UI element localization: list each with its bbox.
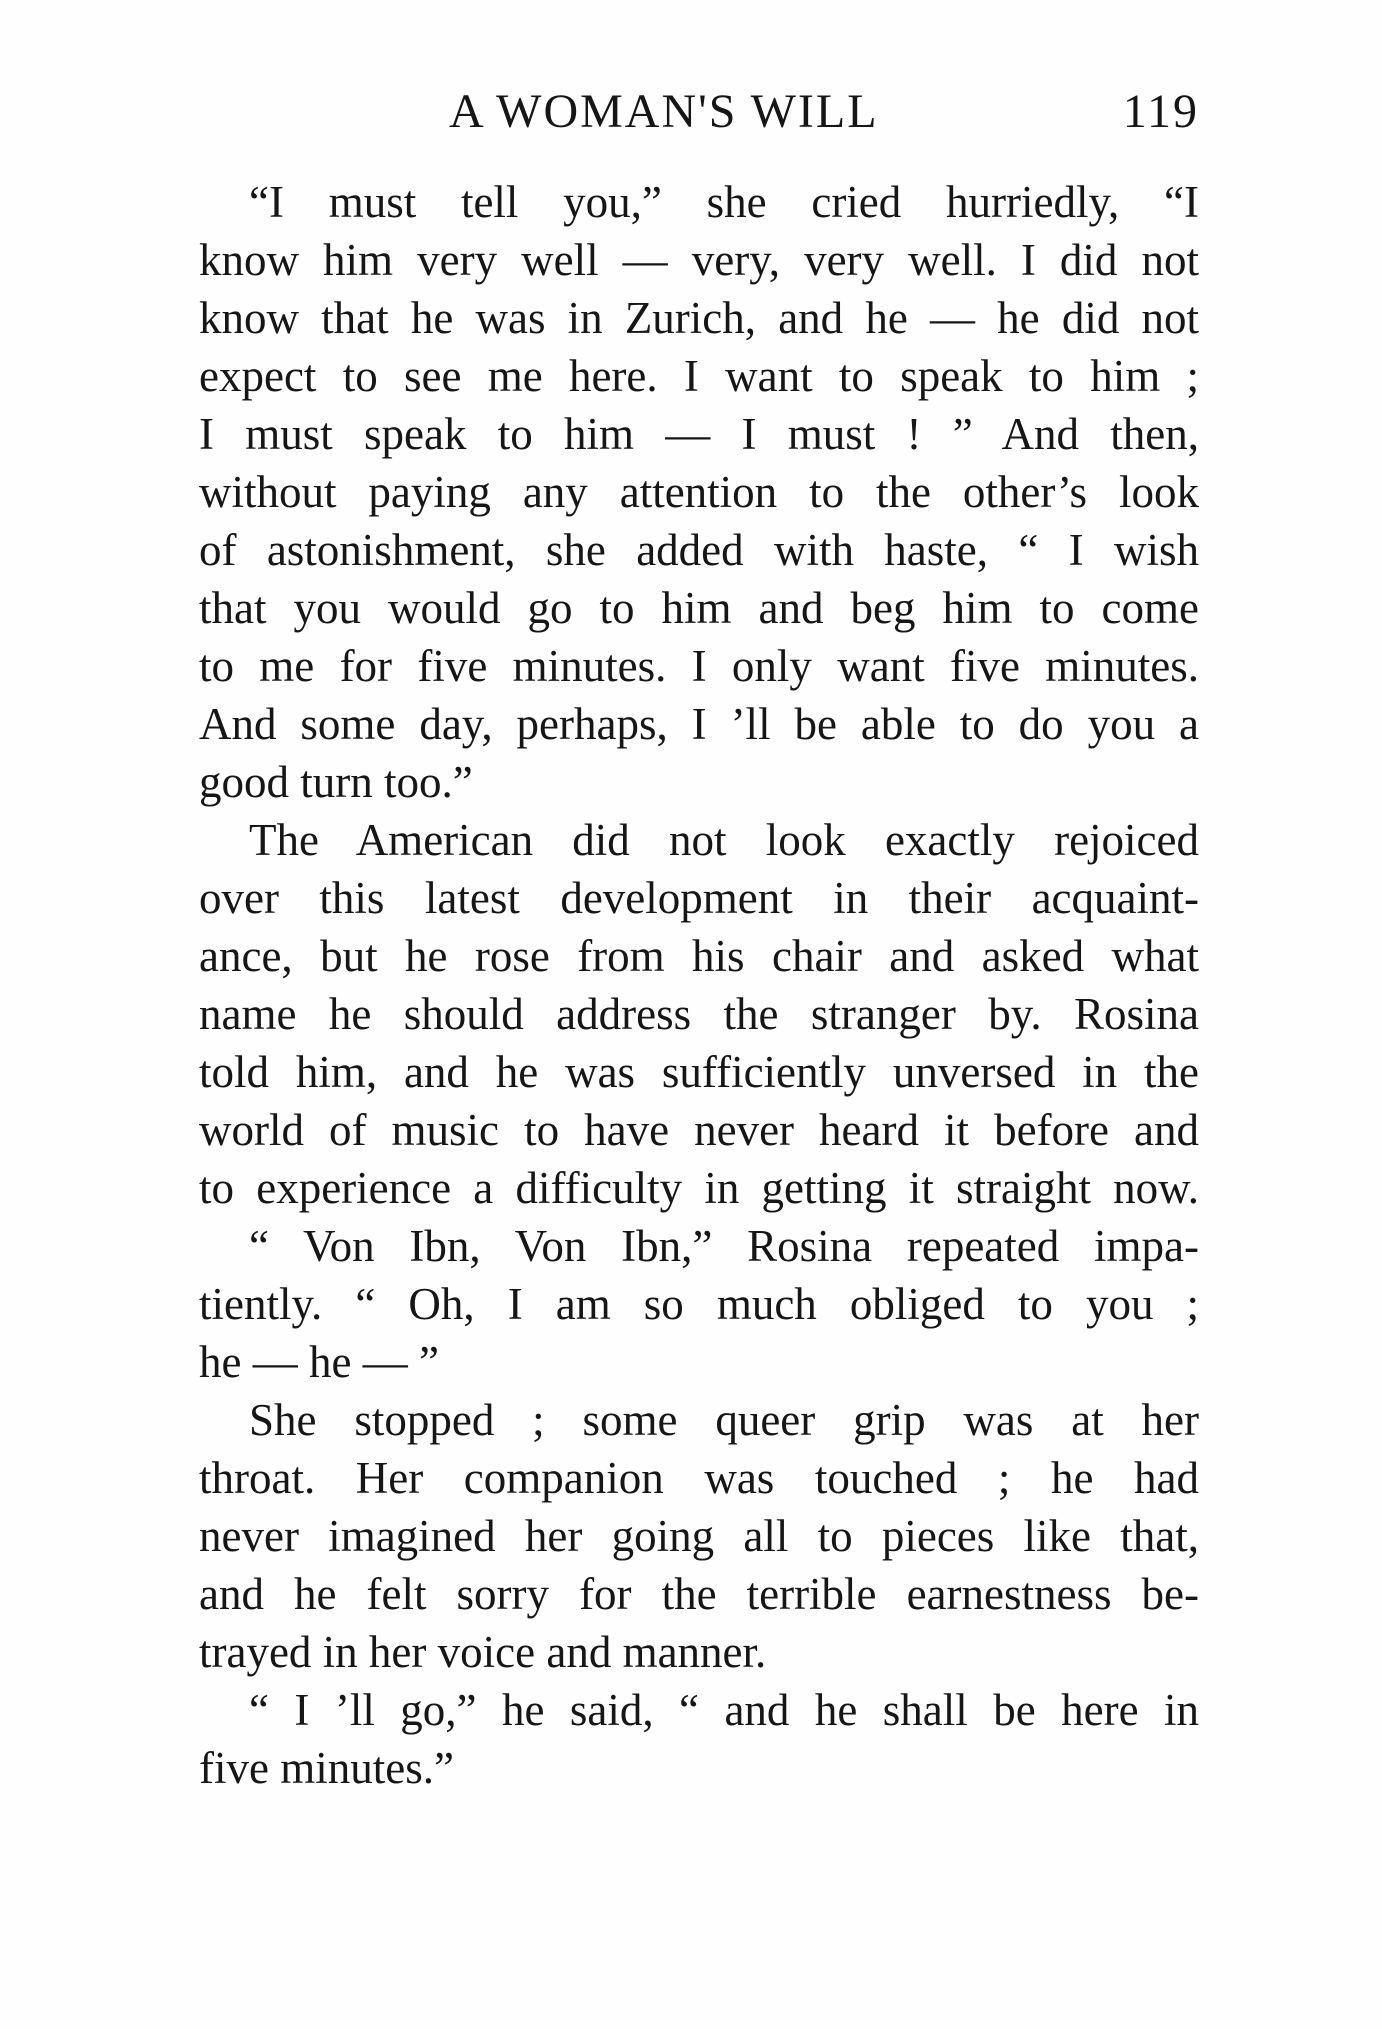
text-line: tiently. “ Oh, I am so much obliged to you ; <box>199 1279 1199 1329</box>
paragraph-4 <box>199 1391 1199 1681</box>
text-line: to me for five minutes. I only want five minutes. <box>199 641 1199 691</box>
text-line: and he felt sorry for the terrible earnestness be- <box>199 1569 1199 1619</box>
text-line: without paying any attention to the other’s look <box>199 467 1199 517</box>
text-line: told him, and he was sufficiently unversed in the <box>199 1047 1199 1097</box>
paragraph-2 <box>199 811 1199 1217</box>
text-line: know that he was in Zurich, and he — he did not <box>199 293 1199 343</box>
text-line: to experience a difficulty in getting it straight now. <box>199 1163 1199 1213</box>
text-line: And some day, perhaps, I ’ll be able to do you a <box>199 699 1199 749</box>
text-line: “ I ’ll go,” he said, “ and he shall be here in <box>249 1685 1199 1735</box>
text-line: he — he — ” <box>199 1337 439 1387</box>
text-line: expect to see me here. I want to speak to him ; <box>199 351 1199 401</box>
text-line: over this latest development in their acquaint- <box>199 873 1199 923</box>
text-line: The American did not look exactly rejoiced <box>249 815 1199 865</box>
text-line: good turn too.” <box>199 757 473 807</box>
text-line: world of music to have never heard it before and <box>199 1105 1199 1155</box>
text-line: never imagined her going all to pieces like that, <box>199 1511 1199 1561</box>
text-line: name he should address the stranger by. Rosina <box>199 989 1199 1039</box>
text-line: “I must tell you,” she cried hurriedly, “I <box>249 177 1199 227</box>
text-line: I must speak to him — I must ! ” And then, <box>199 409 1199 459</box>
page-text <box>199 173 1199 1797</box>
text-line: know him very well — very, very well. I did not <box>199 235 1199 285</box>
paragraph-5 <box>199 1681 1199 1797</box>
text-line: throat. Her companion was touched ; he had <box>199 1453 1199 1503</box>
text-line: ance, but he rose from his chair and asked what <box>199 931 1199 981</box>
text-line: She stopped ; some queer grip was at her <box>249 1395 1199 1445</box>
running-head <box>199 82 1199 142</box>
paragraph-1 <box>199 173 1199 811</box>
text-line: that you would go to him and beg him to come <box>199 583 1199 633</box>
paragraph-3 <box>199 1217 1199 1391</box>
text-line: five minutes.” <box>199 1743 454 1793</box>
text-line: trayed in her voice and manner. <box>199 1627 767 1677</box>
page-number: 119 <box>1122 85 1199 138</box>
running-title: A WOMAN'S WILL <box>449 85 879 138</box>
text-line: of astonishment, she added with haste, “ I wish <box>199 525 1199 575</box>
text-line: “ Von Ibn, Von Ibn,” Rosina repeated impa- <box>249 1221 1199 1271</box>
